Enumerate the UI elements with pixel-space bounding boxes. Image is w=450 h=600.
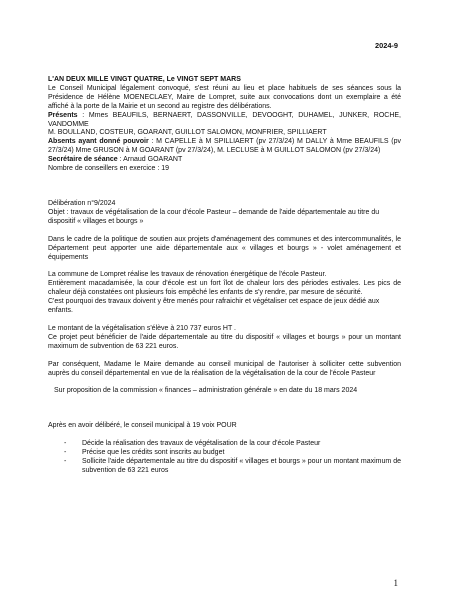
decision-item [48, 440, 401, 449]
absents-line [48, 138, 401, 156]
decision-text: Précise que les crédits sont inscrits au budget [82, 449, 225, 457]
project-line-1: La commune de Lompret réalise les travaux de rénovation énergétique de l'école Pasteur. [48, 271, 327, 279]
session-date-heading: L'AN DEUX MILLE VINGT QUATRE, Le VINGT SEPT MARS [48, 76, 241, 83]
montant-line: Le montant de la végétalisation s'élève à 210 737 euros HT . [48, 324, 236, 332]
bullet-dash: - [64, 449, 67, 457]
deliberation-number: Délibération n°9/2024 [48, 199, 116, 207]
absents-names: : M CAPELLE à M SPILLIAERT (pv 27/3/24) M DALLY à Mme BEAUFILS (pv 27/3/24) Mme GRUSON à M GOARANT (pv 27/3/24), M. LECLUSE à M GUILLOT SALOMON (pv 27/3/24) [48, 138, 401, 155]
presents-label: Présents [48, 111, 78, 119]
presents-names: : Mmes BEAUFILS, BERNAERT, DASSONVILLE, DEVOOGHT, DUHAMEL, JUNKER, ROCHE, VANDOMME [48, 111, 401, 128]
bullet-dash: - [64, 458, 67, 466]
project-line-2: Entièrement macadamisée, la cour d'école est un fort îlot de chaleur lors des périodes estivales. Les pics de chaleur déjà constatées ont plusieurs fois empêché les enfants de s'y rendre, par mesure de sécurité. [48, 280, 401, 297]
decision-list [48, 440, 401, 476]
secretaire-label: Secrétaire de séance [48, 156, 118, 164]
objet-line: Objet : travaux de végétalisation de la cour d'école Pasteur – demande de l'aide départementale au titre du dispositif « villages et bourgs » [48, 208, 380, 225]
bullet-dash: - [64, 440, 67, 448]
subvention-line: Ce projet peut bénéficier de l'aide départementale au titre du dispositif « villages et bourgs » pour un montant maximum de subvention de 63 221 euros. [48, 333, 401, 350]
decision-item [48, 449, 401, 458]
vote-result: Après en avoir délibéré, le conseil municipal à 19 voix POUR [48, 422, 237, 430]
page-number: 1 [393, 578, 398, 588]
presents-line-2: M. BOULLAND, COSTEUR, GOARANT, GUILLOT SALOMON, MONFRIER, SPILLIAERT [48, 129, 327, 137]
conseillers-count: Nombre de conseillers en exercice : 19 [48, 165, 170, 173]
project-line-3: C'est pourquoi des travaux doivent y être menés pour rafraichir et végétaliser cet espace de jeux dédié aux enfants. [48, 298, 380, 315]
decision-text: Sollicite l'aide départementale au titre du dispositif « villages et bourgs » pour un montant maximum de subvention de 63 221 euros [82, 458, 401, 474]
presents-line [48, 112, 401, 130]
decision-item [48, 458, 401, 476]
document-body [48, 76, 401, 476]
secretaire-name: : Arnaud GOARANT [117, 156, 183, 164]
decision-text: Décide la réalisation des travaux de végétalisation de la cour d'école Pasteur [82, 440, 321, 448]
consequence-paragraph: Par conséquent, Madame le Maire demande au conseil municipal de l'autoriser à solliciter cette subvention auprès du conseil départemental en vue de la réalisation de la végétalisation de la cour de l'école Pasteur [48, 360, 401, 377]
commission-proposal: Sur proposition de la commission « finances – administration générale » en date du 18 mars 2024 [54, 387, 358, 395]
secretaire-line [48, 156, 401, 165]
intro-paragraph: Le Conseil Municipal légalement convoqué, s'est réuni au lieu et place habituels de ses séances sous la Présidence de Hélène MOENECLAEY, Maire de Lompret, suite aux convocations dont un exemplaire a été affiché à la porte de la Mairie et un second au registre des délibérations. [48, 84, 401, 110]
context-paragraph: Dans le cadre de la politique de soutien aux projets d'aménagement des communes et des intercommunalités, le Département peut apporter une aide départementale aux « villages et bourgs » - volet aménagement et équipements [48, 235, 401, 261]
document-number: 2024-9 [374, 41, 398, 50]
absents-label: Absents ayant donné pouvoir [48, 138, 149, 146]
